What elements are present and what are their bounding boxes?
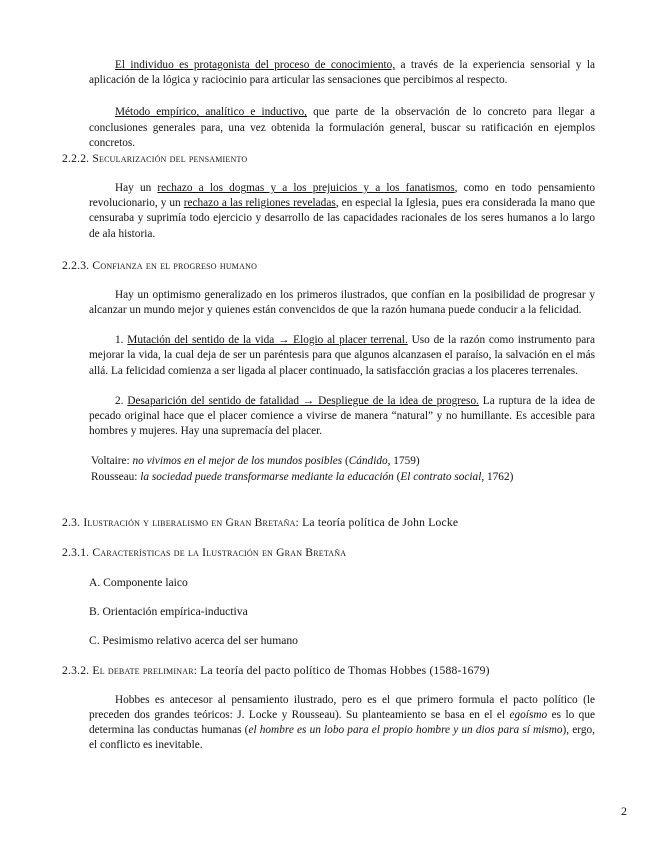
- paragraph-text: que parte de la observación de lo concreto para llegar a conclusiones generales para, una vez obtenida la formulación general, buscar su ratificación en ejemplos concretos.: [89, 106, 596, 149]
- list-number: 1.: [115, 334, 128, 347]
- italic-term: egoísmo: [509, 709, 548, 722]
- heading-subtitle: La teoría política de John Locke: [302, 515, 459, 529]
- paragraph-text: Uso de la razón como instrumento para mejorar la vida, la cual deja de ser un paréntesis para que algunos alcanzasen el paraíso, la salvación en el más allá. La felicidad comienza a ser ligada al placer continuado, la satisfacción gracias a los placeres terrenales.: [89, 334, 596, 377]
- paragraph-optimismo: Hay un optimismo generalizado en los primeros ilustrados, que confían en la posibilidad de progresar y alcanzar un mundo mejor y quienes están convencidos de que la razón humana puede conducir a la felicidad.: [89, 288, 595, 317]
- quote-rousseau: [89, 470, 595, 485]
- quote-text: la sociedad puede transformarse mediante la educación: [140, 470, 394, 483]
- paragraph-text: a través de la experiencia sensorial y la aplicación de la lógica y raciocinio para articular las sensaciones que percibimos al respecto.: [89, 59, 595, 87]
- paragraph-text: La ruptura de la idea de pecado original hace que el placer comience a vivirse de manera “natural” y no humillante. Es accesible para hombres y mujeres. Hay una supremacía del placer.: [89, 394, 596, 438]
- paragraph-mutacion: [89, 333, 595, 379]
- paragraph-metodo: [89, 105, 595, 151]
- quote-voltaire: [89, 454, 595, 469]
- heading-2-2-2: [62, 151, 595, 166]
- page-number: 2: [621, 804, 627, 818]
- heading-2-3-2: [62, 663, 595, 678]
- quote-work: Cándido: [348, 455, 388, 468]
- paragraph-text: Hobbes es antecesor al pensamiento ilustrado, pero es el que primero formula el pacto político (le preceden dos grandes teóricos: J. Locke y Rousseau). Su planteamiento se basa en el el: [89, 693, 595, 722]
- underlined-phrase: Método empírico, analítico e inductivo,: [115, 106, 307, 119]
- heading-number: 2.2.2.: [62, 152, 90, 166]
- heading-title: El debate preliminar:: [92, 663, 198, 677]
- paragraph-text: ), ergo, el conflicto es inevitable.: [89, 724, 595, 752]
- paragraph-individuo: [89, 58, 595, 88]
- underlined-phrase: Mutación del sentido de la vida → Elogio al placer terrenal.: [127, 334, 408, 347]
- quote-work: El contrato social: [400, 470, 482, 483]
- list-item: C. Pesimismo relativo acerca del ser humano: [89, 633, 298, 647]
- list-item: B. Orientación empírica-inductiva: [89, 604, 248, 618]
- paragraph-rechazo: [89, 181, 595, 242]
- heading-2-3-1: [62, 545, 595, 560]
- heading-title: Características de la Ilustración en Gran Bretaña: [92, 545, 347, 559]
- heading-title: Confianza en el progreso humano: [92, 258, 258, 272]
- underlined-phrase: Desaparición del sentido de fatalidad → Despliegue de la idea de progreso.: [127, 394, 479, 407]
- list-item: A. Componente laico: [89, 575, 188, 589]
- underlined-phrase: rechazo a las religiones reveladas: [183, 197, 336, 210]
- heading-number: 2.3.: [62, 515, 81, 529]
- heading-title: Secularización del pensamiento: [92, 152, 248, 166]
- quote-author: Rousseau:: [91, 470, 141, 483]
- paragraph-text: es lo que determina las conductas humanas (: [89, 709, 595, 737]
- underlined-phrase: El individuo es protagonista del proceso de conocimiento,: [115, 59, 396, 71]
- heading-number: 2.3.1.: [62, 545, 90, 559]
- quote-text: no vivimos en el mejor de los mundos posibles: [132, 455, 343, 468]
- quote-year: , 1759): [387, 455, 420, 468]
- heading-title: Ilustración y liberalismo en Gran Bretaña:: [83, 515, 299, 529]
- heading-number: 2.2.3.: [62, 258, 90, 272]
- heading-subtitle: La teoría del pacto político de Thomas Hobbes (1588-1679): [200, 663, 490, 677]
- quote-punct: (: [393, 470, 401, 483]
- paragraph-hobbes: [89, 693, 595, 754]
- quote-year: , 1762): [481, 470, 514, 483]
- underlined-phrase: rechazo a los dogmas y a los prejuicios y a los fanatismos: [157, 182, 455, 195]
- quote-author: Voltaire:: [91, 455, 133, 468]
- paragraph-text: Hay un: [115, 182, 158, 195]
- paragraph-text: , como en todo pensamiento revolucionario, y un: [89, 182, 595, 210]
- heading-number: 2.3.2.: [62, 663, 90, 677]
- document-body: [62, 58, 596, 754]
- italic-quote: el hombre es un lobo para el propio hombre y un dios para sí mismo: [248, 724, 563, 737]
- list-number: 2.: [115, 394, 128, 407]
- paragraph-desaparicion: [89, 394, 595, 440]
- quote-punct: (: [342, 455, 349, 468]
- heading-2-2-3: [62, 258, 595, 273]
- paragraph-text: , en especial la Iglesia, pues era considerada la mano que censuraba y suprimía todo ejercicio y desarrollo de las capacidades racionales de los seres humanos a lo largo de ala historia.: [89, 197, 595, 240]
- heading-2-3: [62, 515, 595, 530]
